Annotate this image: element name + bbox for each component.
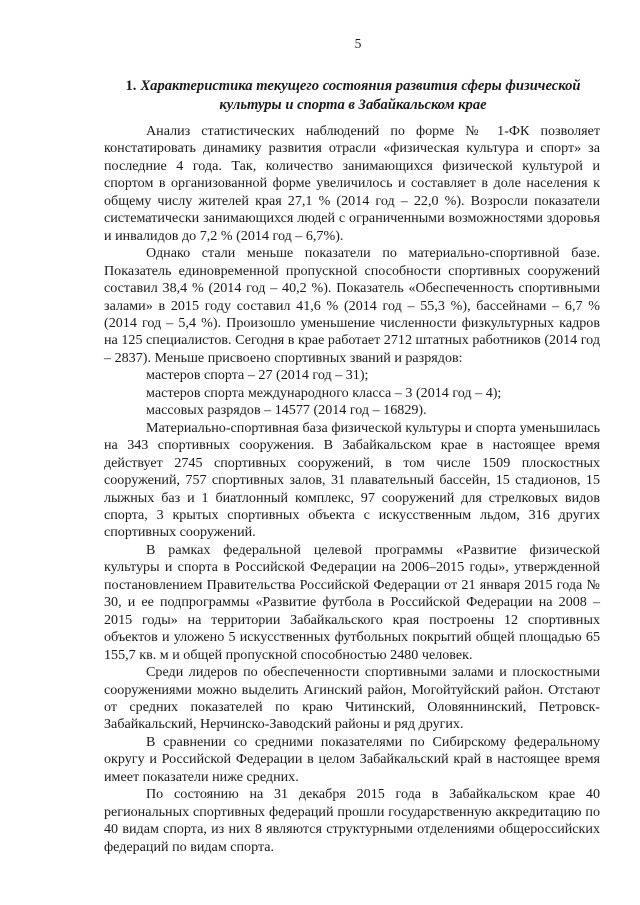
- section-title: Характеристика текущего состояния развития сферы физической культуры и спорта в Забайкальском крае: [140, 78, 581, 113]
- page-number: 5: [354, 36, 362, 51]
- section-heading: [104, 77, 600, 115]
- list-item: мастеров спорта – 27 (2014 год – 31);: [146, 367, 369, 384]
- paragraph-comparison: В сравнении со средними показателями по Сибирскому федеральному округу и Российской Федерации в целом Забайкальский край в настоящее время имеет показатели ниже средних.: [104, 733, 600, 785]
- paragraph-material-base: Однако стали меньше показатели по материально-спортивной базе. Показатель единовременной пропускной способности спортивных сооружений составил 38,4 % (2014 год – 40,2 %). Показатель «Обеспеченность спортивными залами» в 2015 году составил 41,6 % (2014 год – 55,3 %), бассейнами – 6,7 % (2014 год – 5,4 %). Произошло уменьшение численности физкультурных кадров на 125 специалистов. Сегодня в крае работает 2712 штатных работников (2014 год – 2837). Меньше присвоено спортивных званий и разрядов:: [104, 245, 600, 366]
- section-number: 1.: [125, 78, 137, 94]
- paragraph-facilities: Материально-спортивная база физической культуры и спорта уменьшилась на 343 спортивных сооружения. В Забайкальском крае в настоящее время действует 2745 спортивных сооружений, в том числе 1509 плоскостных сооружений, 757 спортивных залов, 31 плавательный бассейн, 15 стадионов, 15 лыжных баз и 1 биатлонный комплекс, 97 сооружений для стрелковых видов спорта, 3 крытых спортивных объекта с искусственным льдом, 316 других спортивных сооружений.: [104, 419, 600, 541]
- paragraph-leaders: Среди лидеров по обеспеченности спортивными залами и плоскостными сооружениями можно выделить Агинский район, Могойтуйский район. Отстают от средних показателей по краю Читинский, Оловяннинский, Петровск-Забайкальский, Нерчинско-Заводский районы и ряд других.: [104, 664, 600, 733]
- paragraph-federations: По состоянию на 31 декабря 2015 года в Забайкальском крае 40 региональных спортивных федераций прошли государственную аккредитацию по 40 видам спорта, из них 8 являются структурными отделениями общероссийских федераций по видам спорта.: [104, 786, 600, 855]
- paragraph-statistics: Анализ статистических наблюдений по форме № 1-ФК позволяет констатировать динамику развития отрасли «физическая культура и спорт» за последние 4 года. Так, количество занимающихся физической культурой и спортом в организованной форме увеличилось и составляет в доле населения к общему числу жителей края 27,1 % (2014 год – 22,0 %). Возросли показатели систематически занимающихся людей с ограниченными возможностями здоровья и инвалидов до 7,2 % (2014 год – 6,7%).: [104, 123, 600, 244]
- paragraph-federal-program: В рамках федеральной целевой программы «Развитие физической культуры и спорта в Российской Федерации на 2006–2015 годы», утвержденной постановлением Правительства Российской Федерации от 21 января 2015 года № 30, и ее подпрограммы «Развитие футбола в Российской Федерации на 2008 – 2015 годы» на территории Забайкальского края построены 12 спортивных объектов и уложено 5 искусственных футбольных покрытий общей площадью 65 155,7 кв. м и общей пропускной способностью 2480 человек.: [104, 541, 600, 663]
- list-item: массовых разрядов – 14577 (2014 год – 16829).: [146, 402, 427, 419]
- list-item: мастеров спорта международного класса – 3 (2014 год – 4);: [146, 384, 502, 401]
